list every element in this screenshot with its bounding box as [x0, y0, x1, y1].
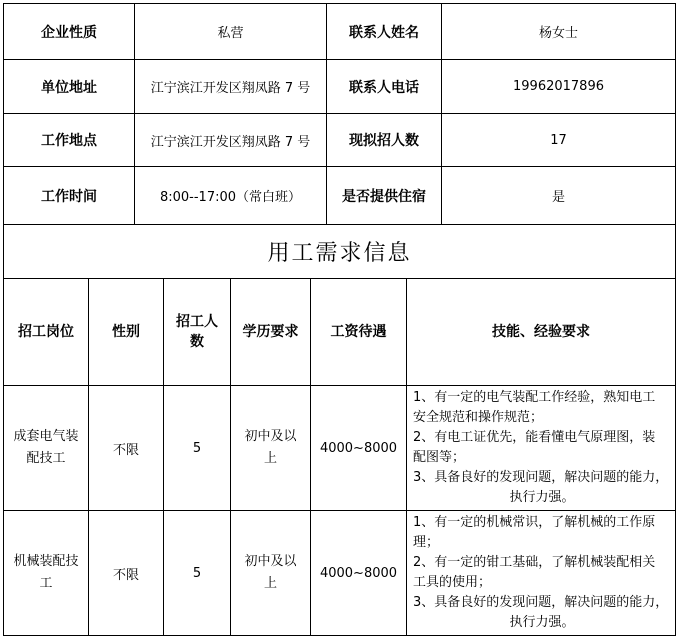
info-row: [4, 60, 676, 114]
skills-cell: [407, 386, 676, 511]
post-line: 机械装配技: [13, 554, 79, 569]
info-label: 单位地址: [4, 60, 135, 114]
header-education: 学历要求: [231, 279, 311, 386]
skill-line: 理；: [413, 535, 440, 550]
skill-line: 安全规范和操作规范；: [413, 410, 544, 425]
education-line: 上: [263, 451, 277, 466]
section-title-row: [4, 225, 676, 279]
info-value: 杨女士: [442, 4, 676, 60]
salary-cell: 4000~8000: [311, 511, 407, 636]
header-post: 招工岗位: [4, 279, 89, 386]
info-label: 工作地点: [4, 114, 135, 167]
info-label: 工作时间: [4, 167, 135, 225]
skill-line: 工具的使用；: [413, 575, 492, 590]
info-label: 企业性质: [4, 4, 135, 60]
table-header-row: [4, 279, 676, 386]
skill-line: 执行力强。: [509, 490, 575, 505]
info-value: 江宁滨江开发区翔凤路 7 号: [135, 114, 327, 167]
skill-line: 配图等；: [413, 450, 466, 465]
skill-line: 3、具备良好的发现问题，解决问题的能力，: [413, 595, 669, 610]
info-value: 私营: [135, 4, 327, 60]
info-row: [4, 167, 676, 225]
education-cell: [231, 386, 311, 511]
info-label: 是否提供住宿: [327, 167, 442, 225]
education-line: 上: [263, 576, 277, 591]
info-value: 江宁滨江开发区翔凤路 7 号: [135, 60, 327, 114]
skill-line: 1、有一定的机械常识，了解机械的工作原: [413, 515, 656, 530]
job-requirements-table: [3, 278, 676, 636]
table-row: [4, 386, 676, 511]
post-line: 工: [39, 576, 53, 591]
count-cell: 5: [164, 511, 231, 636]
header-count-line2: 数: [190, 334, 204, 350]
section-title: 用工需求信息: [4, 225, 676, 279]
header-salary: 工资待遇: [311, 279, 407, 386]
header-count-line1: 招工人: [176, 314, 218, 330]
info-value: 19962017896: [442, 60, 676, 114]
table-row: [4, 511, 676, 636]
gender-cell: 不限: [89, 386, 164, 511]
skill-line: 3、具备良好的发现问题，解决问题的能力，: [413, 470, 669, 485]
info-label: 联系人姓名: [327, 4, 442, 60]
post-line: 配技工: [26, 451, 66, 466]
education-line: 初中及以: [244, 429, 297, 444]
info-value: 是: [442, 167, 676, 225]
header-count: [164, 279, 231, 386]
skill-line: 1、有一定的电气装配工作经验，熟知电工: [413, 390, 656, 405]
post-cell: [4, 386, 89, 511]
info-value: 8:00--17:00（常白班）: [135, 167, 327, 225]
post-line: 成套电气装: [13, 429, 79, 444]
info-label: 联系人电话: [327, 60, 442, 114]
post-cell: [4, 511, 89, 636]
gender-cell: 不限: [89, 511, 164, 636]
count-cell: 5: [164, 386, 231, 511]
salary-cell: 4000~8000: [311, 386, 407, 511]
company-info-table: [3, 3, 676, 279]
header-skills: 技能、经验要求: [407, 279, 676, 386]
education-line: 初中及以: [244, 554, 297, 569]
skill-line: 2、有电工证优先，能看懂电气原理图，装: [413, 430, 656, 445]
education-cell: [231, 511, 311, 636]
skills-cell: [407, 511, 676, 636]
info-row: [4, 4, 676, 60]
info-row: [4, 114, 676, 167]
info-value: 17: [442, 114, 676, 167]
info-label: 现拟招人数: [327, 114, 442, 167]
skill-line: 执行力强。: [509, 615, 575, 630]
skill-line: 2、有一定的钳工基础，了解机械装配相关: [413, 555, 656, 570]
header-gender: 性别: [89, 279, 164, 386]
